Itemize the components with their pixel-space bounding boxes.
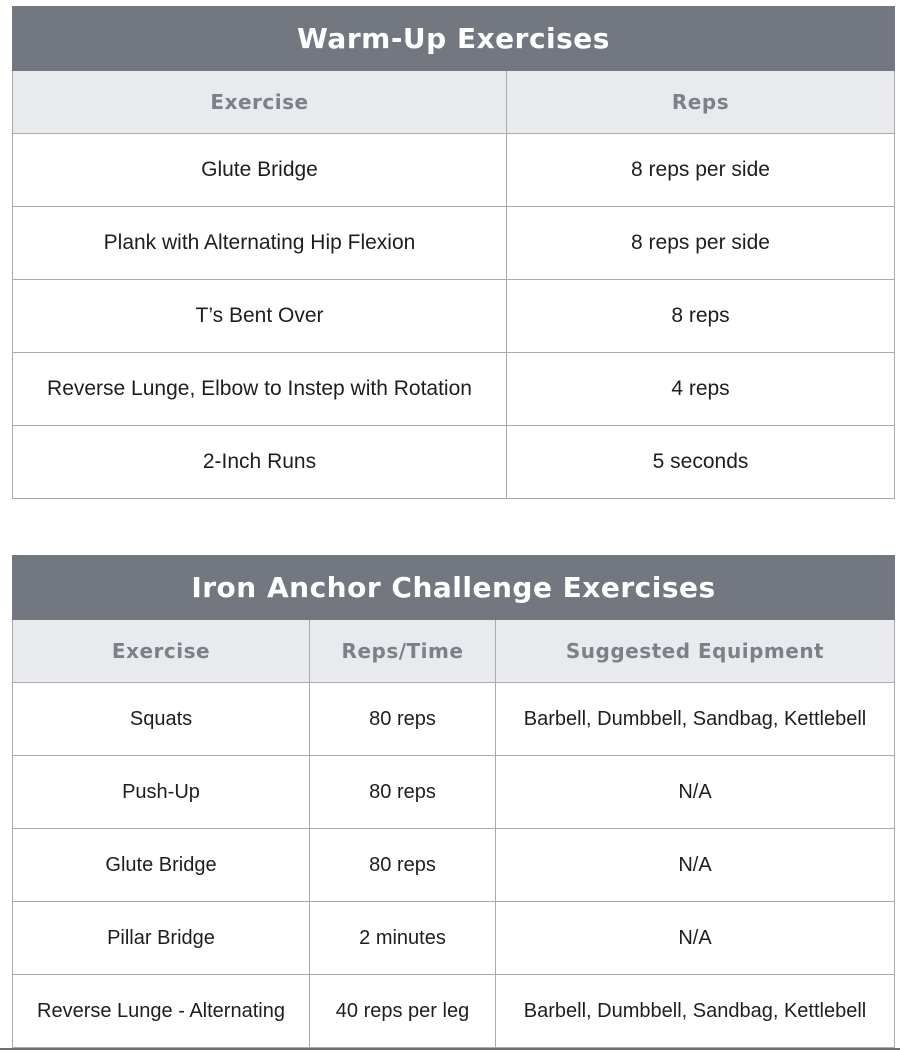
iron-title: Iron Anchor Challenge Exercises bbox=[13, 556, 895, 620]
iron-cell-exercise: Pillar Bridge bbox=[13, 902, 310, 975]
iron-header-equipment: Suggested Equipment bbox=[496, 620, 895, 683]
warmup-cell-exercise: Plank with Alternating Hip Flexion bbox=[13, 207, 507, 280]
warmup-row bbox=[13, 426, 895, 499]
iron-cell-exercise: Reverse Lunge - Alternating bbox=[13, 975, 310, 1048]
iron-cell-reps-time: 80 reps bbox=[310, 829, 496, 902]
iron-cell-reps-time: 40 reps per leg bbox=[310, 975, 496, 1048]
iron-cell-reps-time: 2 minutes bbox=[310, 902, 496, 975]
warmup-row bbox=[13, 207, 895, 280]
iron-cell-equipment: N/A bbox=[496, 829, 895, 902]
iron-row bbox=[13, 902, 895, 975]
warmup-cell-exercise: T’s Bent Over bbox=[13, 280, 507, 353]
iron-cell-exercise: Push-Up bbox=[13, 756, 310, 829]
iron-cell-exercise: Squats bbox=[13, 683, 310, 756]
iron-header-row bbox=[13, 620, 895, 683]
warmup-title-row bbox=[13, 7, 895, 71]
warmup-cell-exercise: 2-Inch Runs bbox=[13, 426, 507, 499]
warmup-title: Warm-Up Exercises bbox=[13, 7, 895, 71]
warmup-row bbox=[13, 353, 895, 426]
bottom-divider bbox=[0, 1048, 900, 1050]
warmup-cell-reps: 8 reps bbox=[507, 280, 895, 353]
iron-header-exercise: Exercise bbox=[13, 620, 310, 683]
warmup-header-reps: Reps bbox=[507, 71, 895, 134]
warmup-cell-exercise: Glute Bridge bbox=[13, 134, 507, 207]
iron-cell-exercise: Glute Bridge bbox=[13, 829, 310, 902]
warmup-header-exercise: Exercise bbox=[13, 71, 507, 134]
iron-anchor-table bbox=[12, 555, 895, 1048]
iron-row bbox=[13, 683, 895, 756]
warmup-cell-reps: 8 reps per side bbox=[507, 134, 895, 207]
warmup-row bbox=[13, 134, 895, 207]
warmup-cell-reps: 5 seconds bbox=[507, 426, 895, 499]
iron-cell-reps-time: 80 reps bbox=[310, 683, 496, 756]
iron-cell-equipment: Barbell, Dumbbell, Sandbag, Kettlebell bbox=[496, 683, 895, 756]
iron-cell-reps-time: 80 reps bbox=[310, 756, 496, 829]
warmup-cell-reps: 8 reps per side bbox=[507, 207, 895, 280]
iron-row bbox=[13, 975, 895, 1048]
warmup-cell-exercise: Reverse Lunge, Elbow to Instep with Rotation bbox=[13, 353, 507, 426]
warmup-table bbox=[12, 6, 895, 499]
iron-header-reps-time: Reps/Time bbox=[310, 620, 496, 683]
iron-cell-equipment: N/A bbox=[496, 902, 895, 975]
warmup-header-row bbox=[13, 71, 895, 134]
warmup-cell-reps: 4 reps bbox=[507, 353, 895, 426]
warmup-row bbox=[13, 280, 895, 353]
iron-row bbox=[13, 829, 895, 902]
iron-row bbox=[13, 756, 895, 829]
iron-cell-equipment: N/A bbox=[496, 756, 895, 829]
iron-cell-equipment: Barbell, Dumbbell, Sandbag, Kettlebell bbox=[496, 975, 895, 1048]
iron-title-row bbox=[13, 556, 895, 620]
